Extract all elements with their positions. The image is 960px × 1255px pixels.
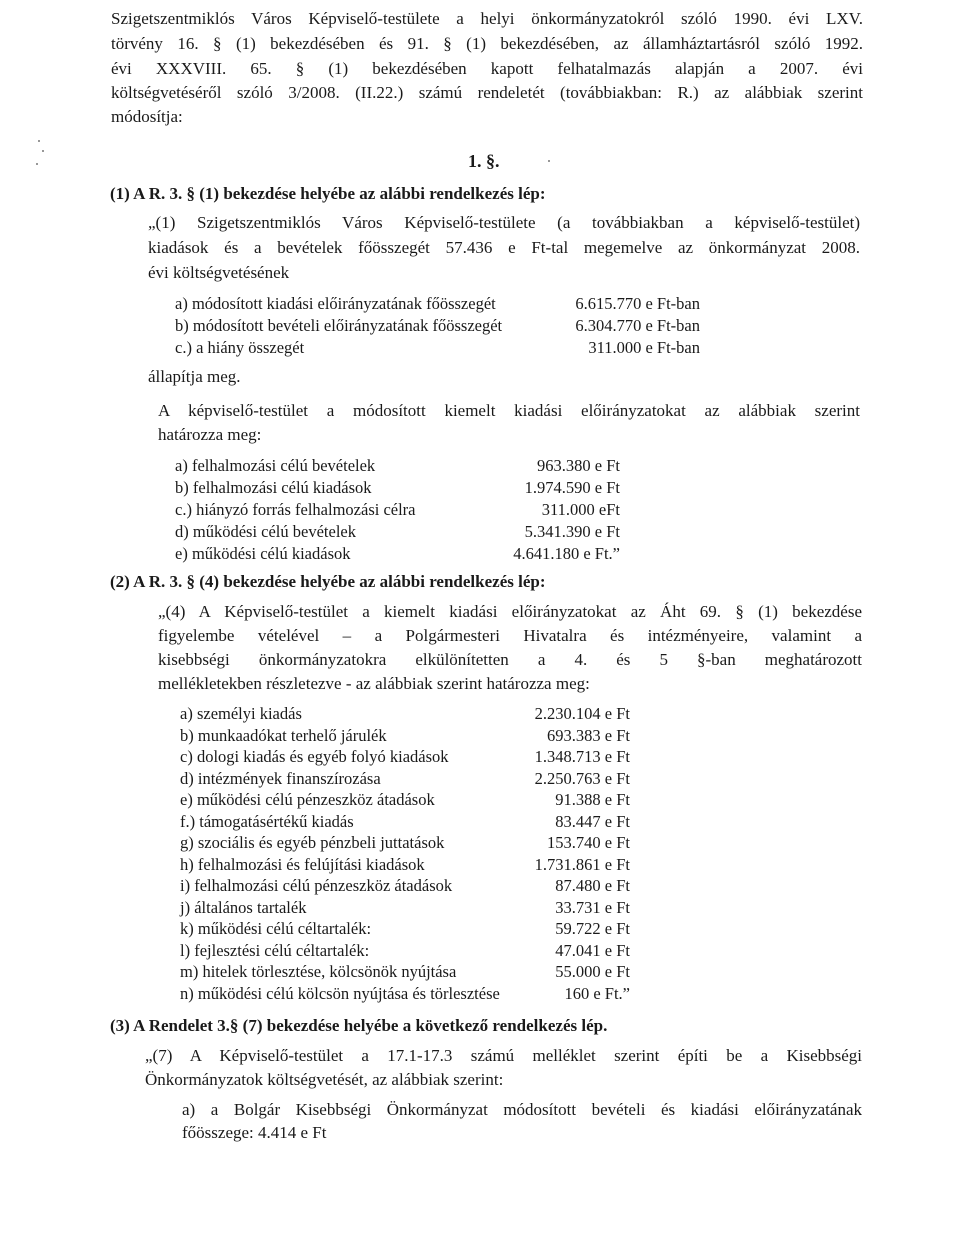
expenditure-item-value: 693.383 e Ft [547,725,630,745]
scan-speck [42,150,44,152]
section-1-line-3: évi költségvetésének [148,263,290,282]
expenditure-item-label: g) szociális és egyéb pénzbeli juttatások [180,833,445,852]
intro-line-2: törvény 16. § (1) bekezdésében és 91. § (1) bekezdésében, az államháztartásról szóló 1992. [111,34,863,53]
expenditure-item-label: f.) támogatásértékű kiadás [180,811,354,831]
expenditure-item-value: 33.731 e Ft [555,897,630,917]
expenditure-item-label: h) felhalmozási és felújítási kiadások [180,854,425,874]
expenditure-item-value: 2.250.763 e Ft [534,768,630,788]
expenditure-item-label: l) fejlesztési célú céltartalék: [180,940,370,960]
expenditure-item-label: c) dologi kiadás és egyéb folyó kiadások [180,747,449,766]
expenditure-item-row [180,897,880,919]
intro-line-3: évi XXXVIII. 65. § (1) bekezdésében kapott felhatalmazás alapján a 2007. évi [111,59,863,78]
summary-item-label: c.) a hiány összegét [175,338,305,357]
section-3-item-a-line-1: a) a Bolgár Kisebbségi Önkormányzat módosított bevételi és kiadási előirányzatának [182,1100,862,1119]
expenditure-item-value: 55.000 e Ft [555,962,630,981]
expenditure-item-value: 2.230.104 e Ft [534,704,630,723]
summary-item-label: a) módosított kiadási előirányzatának főösszegét [175,294,496,313]
expenditure-item-row [180,940,880,962]
scan-speck [548,160,550,162]
expenditure-item-row [180,832,880,854]
expenditure-item-row [180,854,880,876]
expenditure-item-value: 59.722 e Ft [555,919,630,938]
expenditure-item-label: b) munkaadókat terhelő járulék [180,725,387,745]
capital-item-row [175,455,875,477]
capital-item-value: 5.341.390 e Ft [524,522,620,541]
section-1-heading: (1) A R. 3. § (1) bekezdése helyébe az alábbi rendelkezés lép: [110,184,546,203]
expenditure-item-label: n) működési célú kölcsön nyújtása és törlesztése [180,983,500,1003]
expenditure-item-value: 1.348.713 e Ft [534,747,630,766]
expenditure-item-row [180,768,880,790]
capital-item-value: 4.641.180 e Ft.” [513,544,620,563]
capital-item-label: c.) hiányzó forrás felhalmozási célra [175,500,416,519]
expenditure-item-value: 83.447 e Ft [555,811,630,831]
expenditure-item-label: a) személyi kiadás [180,704,302,723]
expenditure-item-row [180,725,880,747]
expenditure-item-row [180,961,880,983]
section-1-line-1: „(1) Szigetszentmiklós Város Képviselő-testülete (a továbbiakban a képviselő-testület) [148,213,860,232]
section-2-line-3: kisebbségi önkormányzatokra elkülönítetten a 4. és 5 §-ban meghatározott [158,650,862,669]
summary-item-value: 6.304.770 e Ft-ban [575,316,700,335]
capital-item-row [175,477,875,499]
section-1-para2-line-1: A képviselő-testület a módosított kiemelt kiadási előirányzatokat az alábbiak szerint [158,401,860,420]
capital-item-label: e) működési célú kiadások [175,544,351,563]
expenditure-item-row [180,703,880,725]
capital-item-label: a) felhalmozási célú bevételek [175,456,376,475]
capital-item-row [175,521,875,543]
section-mark: 1. §. [468,151,500,171]
expenditure-item-row [180,789,880,811]
section-1-line-2: kiadások és a bevételek főösszegét 57.436 e Ft-tal megemelve az önkormányzat 2008. [148,238,860,257]
capital-item-label: d) működési célú bevételek [175,522,356,541]
scan-speck [38,140,40,142]
expenditure-item-label: e) működési célú pénzeszköz átadások [180,790,435,809]
expenditure-item-value: 160 e Ft.” [564,983,630,1003]
summary-item-label: b) módosított bevételi előirányzatának főösszegét [175,316,503,335]
summary-item-row [175,337,875,359]
section-2-line-2: figyelembe vételével – a Polgármesteri Hivatalra és intézményeire, valamint a [158,626,862,645]
intro-line-5: módosítja: [111,107,183,126]
summary-item-row [175,315,875,337]
capital-item-row [175,499,875,521]
intro-line-4: költségvetéséről szóló 3/2008. (II.22.) számú rendeletét (továbbiakban: R.) az alábbiak szerint [111,83,863,102]
expenditure-item-value: 91.388 e Ft [555,790,630,809]
section-2-line-1: „(4) A Képviselő-testület a kiemelt kiadási előirányzatokat az Áht 69. § (1) bekezdése [158,602,862,621]
summary-item-value: 6.615.770 e Ft-ban [575,294,700,313]
scan-speck [36,163,38,165]
section-3-line-1: „(7) A Képviselő-testület a 17.1-17.3 számú melléklet szerint építi be a Kisebbségi [145,1046,862,1065]
capital-item-value: 963.380 e Ft [537,456,620,475]
section-3-line-2: Önkormányzatok költségvetését, az alábbiak szerint: [145,1070,504,1089]
section-3-heading: (3) A Rendelet 3.§ (7) bekezdése helyébe a következő rendelkezés lép. [110,1016,608,1035]
capital-item-row [175,543,875,565]
expenditure-item-row [180,811,880,833]
section-2-heading: (2) A R. 3. § (4) bekezdése helyébe az alábbi rendelkezés lép: [110,572,546,591]
expenditure-item-label: j) általános tartalék [180,897,307,917]
summary-item-row [175,293,875,315]
capital-item-value: 311.000 eFt [541,500,620,519]
expenditure-item-label: m) hitelek törlesztése, kölcsönök nyújtása [180,962,457,981]
section-1-closing: állapítja meg. [148,367,241,386]
expenditure-item-value: 153.740 e Ft [547,833,630,852]
summary-item-value: 311.000 e Ft-ban [588,338,700,357]
expenditure-item-label: i) felhalmozási célú pénzeszköz átadások [180,876,453,895]
expenditure-item-label: d) intézmények finanszírozása [180,768,381,788]
expenditure-item-value: 47.041 e Ft [555,940,630,960]
expenditure-item-value: 1.731.861 e Ft [534,854,630,874]
section-2-line-4: mellékletekben részletezve - az alábbiak szerint határozza meg: [158,674,590,693]
section-1-para2-line-2: határozza meg: [158,425,262,444]
capital-item-value: 1.974.590 e Ft [524,478,620,497]
expenditure-item-row [180,983,880,1005]
expenditure-item-row [180,875,880,897]
capital-item-label: b) felhalmozási célú kiadások [175,478,372,497]
expenditure-item-label: k) működési célú céltartalék: [180,919,372,938]
expenditure-item-row [180,746,880,768]
expenditure-item-row [180,918,880,940]
expenditure-item-value: 87.480 e Ft [555,876,630,895]
intro-line-1: Szigetszentmiklós Város Képviselő-testülete a helyi önkormányzatokról szóló 1990. évi LXV. [111,9,863,28]
section-3-item-a-line-2: főösszege: 4.414 e Ft [182,1123,327,1142]
